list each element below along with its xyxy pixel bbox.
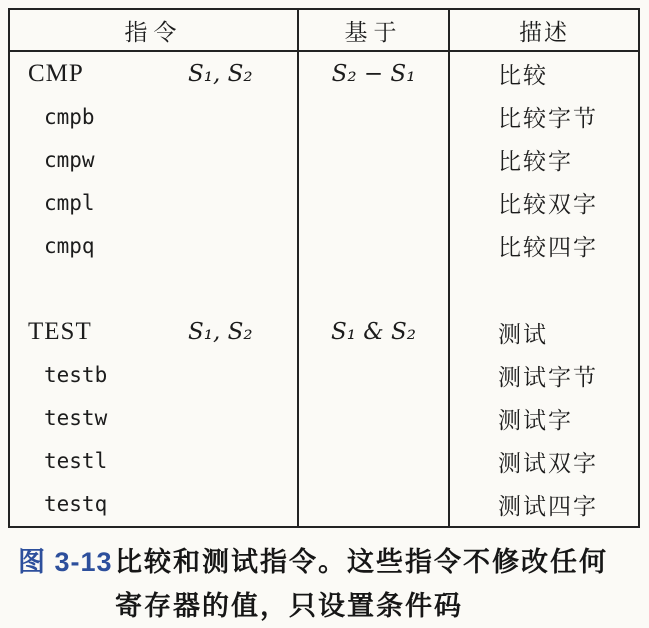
table-row-testl xyxy=(10,440,638,483)
instruction-cell xyxy=(10,52,299,95)
basis-cell xyxy=(299,224,450,267)
instruction-cell xyxy=(10,267,299,310)
basis-cell xyxy=(299,52,450,95)
table-row-cmpq xyxy=(10,224,638,267)
instruction-table xyxy=(8,8,640,528)
instruction-name: testw xyxy=(44,406,108,431)
table-row-testq xyxy=(10,483,638,526)
description-cell: 比较字 xyxy=(498,148,573,175)
table-row-testw xyxy=(10,397,638,440)
instruction-cell xyxy=(10,397,299,440)
basis-cell xyxy=(299,95,450,138)
description-cell xyxy=(450,267,638,310)
instruction-name: CMP xyxy=(28,59,84,87)
figure-number: 图 3-13 xyxy=(18,547,113,577)
basis-cell xyxy=(299,138,450,181)
basis-cell xyxy=(299,311,450,354)
basis-cell xyxy=(299,354,450,397)
description-cell: 测试双字 xyxy=(498,449,598,476)
description-cell: 比较四字 xyxy=(498,234,598,261)
basis-cell xyxy=(299,440,450,483)
instruction-name: cmpq xyxy=(44,233,95,258)
table-row-cmpw xyxy=(10,138,638,181)
instruction-cell xyxy=(10,311,299,354)
description-cell: 测试字节 xyxy=(498,363,598,390)
caption-line-2: 寄存器的值，只设置条件码 xyxy=(115,591,463,621)
basis-formula: S₁ & S₂ xyxy=(330,319,417,346)
description-cell: 比较 xyxy=(498,62,548,89)
basis-cell xyxy=(299,483,450,526)
description-cell: 测试字 xyxy=(498,406,573,433)
caption-line-1: 比较和测试指令。这些指令不修改任何 xyxy=(115,547,608,577)
basis-cell xyxy=(299,397,450,440)
table-row-cmpb xyxy=(10,95,638,138)
instruction-name: cmpw xyxy=(44,147,95,172)
instruction-cell xyxy=(10,440,299,483)
instruction-name: testq xyxy=(44,492,108,517)
instruction-operands: S₁, S₂ xyxy=(188,319,253,346)
header-description: 描述 xyxy=(519,18,569,45)
instruction-name: cmpb xyxy=(44,104,95,129)
instruction-name: cmpl xyxy=(44,190,95,215)
basis-formula: S₂ − S₁ xyxy=(331,60,416,87)
instruction-operands: S₁, S₂ xyxy=(188,60,253,87)
header-instruction: 指令 xyxy=(10,10,299,50)
instruction-cell xyxy=(10,483,299,526)
instruction-name: TEST xyxy=(28,318,92,346)
instruction-cell xyxy=(10,181,299,224)
instruction-cell xyxy=(10,354,299,397)
description-cell: 测试四字 xyxy=(498,492,598,519)
instruction-name: testb xyxy=(44,363,108,388)
instruction-cell xyxy=(10,95,299,138)
table-row-spacer xyxy=(10,267,638,310)
header-basis: 基于 xyxy=(299,10,450,50)
table-header-row xyxy=(10,10,638,52)
basis-cell xyxy=(299,181,450,224)
table-body xyxy=(10,52,638,526)
instruction-cell xyxy=(10,138,299,181)
basis-cell xyxy=(299,267,450,310)
table-row-test xyxy=(10,311,638,354)
instruction-name: testl xyxy=(44,449,108,474)
description-cell: 比较字节 xyxy=(498,105,598,132)
caption-text xyxy=(115,540,608,628)
instruction-cell xyxy=(10,224,299,267)
description-cell: 比较双字 xyxy=(498,191,598,218)
table-row-cmp xyxy=(10,52,638,95)
table-row-testb xyxy=(10,354,638,397)
table-row-cmpl xyxy=(10,181,638,224)
figure-caption xyxy=(18,540,608,628)
description-cell: 测试 xyxy=(498,320,548,347)
